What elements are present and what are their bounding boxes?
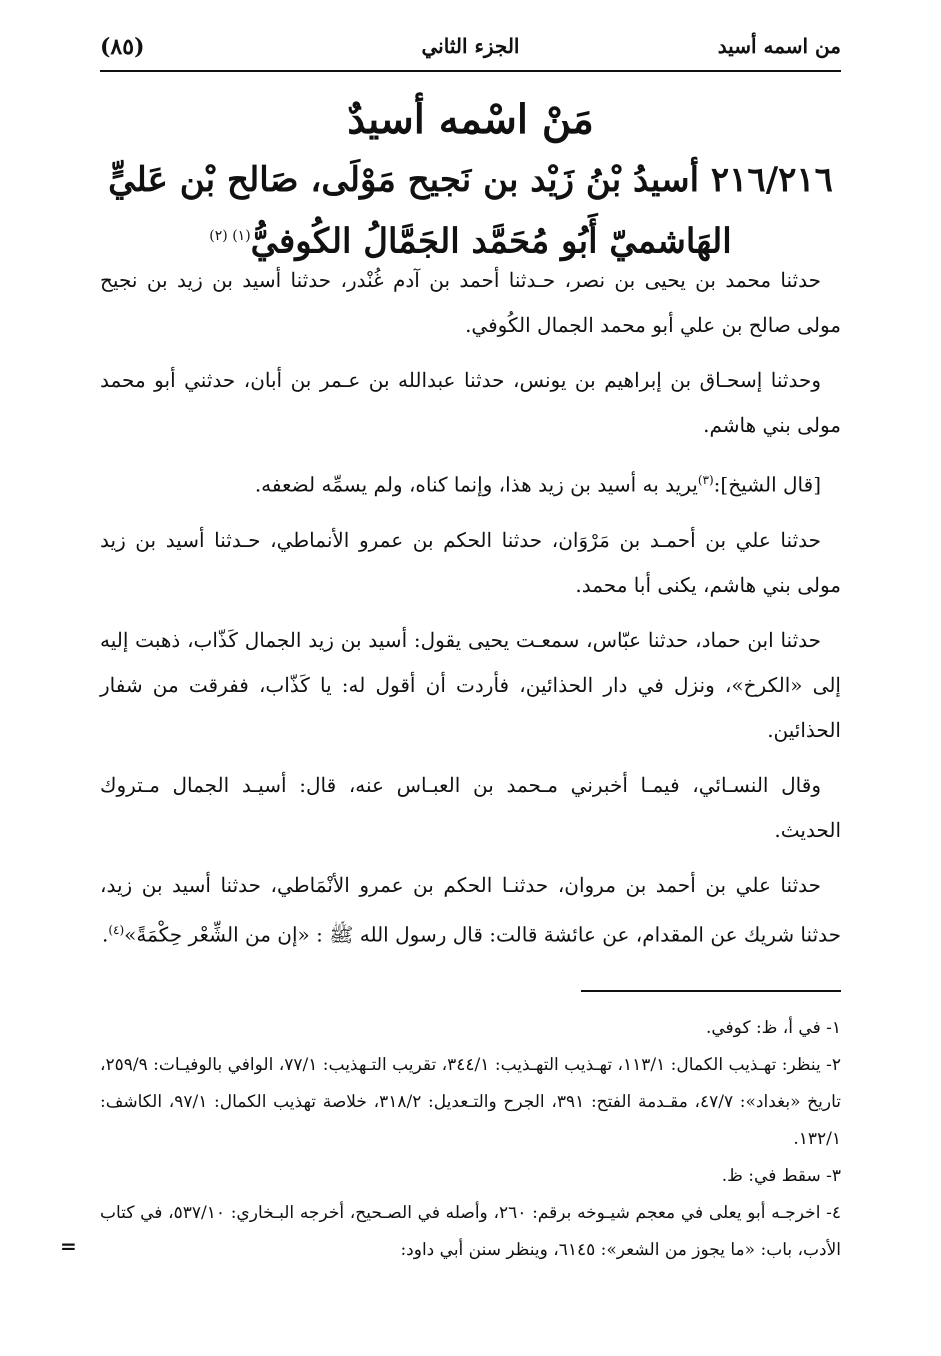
entry-heading-line1: ٢١٦/٢١٦ أسيدُ بْنُ زَيْد بن نَجيح مَوْلَى، صَالح بْن عَليٍّ [108,160,833,200]
footnote-2: ٢- ينظر: تهـذيب الكمال: ١١٣/١، تهـذيب التهـذيب: ٣٤٤/١، تقريب التـهذيب: ٧٧/١، الوافي بالوفيـات: ٢٥٩/٩، تاريخ «بغداد»: ٤٧/٧، مقـدمة الفتح: ٣٩١، الجرح والتـعديل: ٣١٨/٢، خلاصة تهذيب الكمال: ٩٧/١، الكاشف: ١٣٢/١. [100,1055,841,1149]
paragraph: حدثنا علي بن أحمـد بن مَرْوَان، حدثنا الحكم بن عمرو الأنماطي، حـدثنا أسيد بن زيد مولى بني هاشم، يكنى أبا محمد. [100,527,841,597]
paragraph [100,458,841,508]
paragraph: حدثنا محمد بن يحيى بن نصر، حـدثنا أحمد بن آدم غُنْدر، حدثنا أسيد بن زيد بن نجيح مولى صالح بن علي أبو محمد الجمال الكُوفي. [100,268,841,337]
footnotes [60,1010,842,1269]
note-ref-3: (٣) [697,473,714,487]
section-title: مَنْ اسْمه أسيدٌ [347,96,594,143]
header-page-number: (٨٥) [100,34,145,60]
body-text [100,258,841,967]
entry-heading-line2-text: الهَاشميّ أَبُو مُحَمَّد الجَمَّالُ الكُوفيُّ [250,221,732,262]
shaykh-label: [قال الشيخ]: [713,472,821,497]
footnote-rule [581,990,841,992]
entry-heading [100,152,841,269]
paragraph: وقال النسـائي، فيمـا أخبرني مـحمد بن العبـاس عنه، قال: أسيـد الجمال مـتروك الحديث. [100,772,841,842]
header-volume: الجزء الثاني [421,34,520,58]
continuation-mark: = [60,1234,77,1258]
note-ref-4: (٤) [108,922,125,937]
footnote-4: ٤- اخرجـه أبو يعلى في معجم شيـوخه برقم: ٢٦٠، وأصله في الصـحيح، أخرجه البـخاري: ٥٣٧/١٠، في كتاب الأدب، باب: «ما يجوز من الشعر»: ٦١٤٥، وينظر سنن أبي داود: [100,1203,842,1260]
footnote-3: ٣- سقط في: ظ. [721,1166,841,1186]
header-section-name: من اسمه أسيد [717,34,841,58]
paragraph-text: حدثنا علي بن أحمد بن مروان، حدثنـا الحكم بن عمرو الأنْمَاطي، حدثنا أسيد بن زيد، حدثنا شريك عن المقدام، عن عائشة قالت: قال رسول الله ﷺ : «إن من الشِّعْر حِكْمَةً» [100,872,841,947]
paragraph: حدثنا علي بن أحمد بن مروان، حدثنـا الحكم بن عمرو الأنْمَاطي، حدثنا أسيد بن زيد، حدثنا شريك عن المقدام، عن عائشة قالت: قال رسول الله ﷺ : «إن من الشِّعْر حِكْمَةً»$^{(٤)}$. [100,872,841,947]
paragraph: وحدثنا إسحـاق بن إبراهيم بن يونس، حدثنا عبدالله بن عـمر بن أبان، حدثني أبو محمد مولى بني هاشم. [100,368,841,437]
paragraph-text: يريد به أسيد بن زيد هذا، وإنما كناه، ولم يسمِّه لضعفه. [254,472,698,497]
entry-heading-notes: (١) (٢) [209,228,251,244]
paragraph: حدثنا ابن حماد، حدثنا عبّاس، سمعـت يحيى يقول: أسيد بن زيد الجمال كَذّاب، ذهبت إليه إلى «الكرخ»، ونزل في دار الحذائين، فأردت أن أقول له: يا كَذّاب، ففرقت من شفار الحذائين. [100,627,841,742]
footnote-1: ١- في أ، ظ: كوفي. [705,1018,841,1038]
header-rule [100,70,841,72]
running-header [100,28,841,68]
